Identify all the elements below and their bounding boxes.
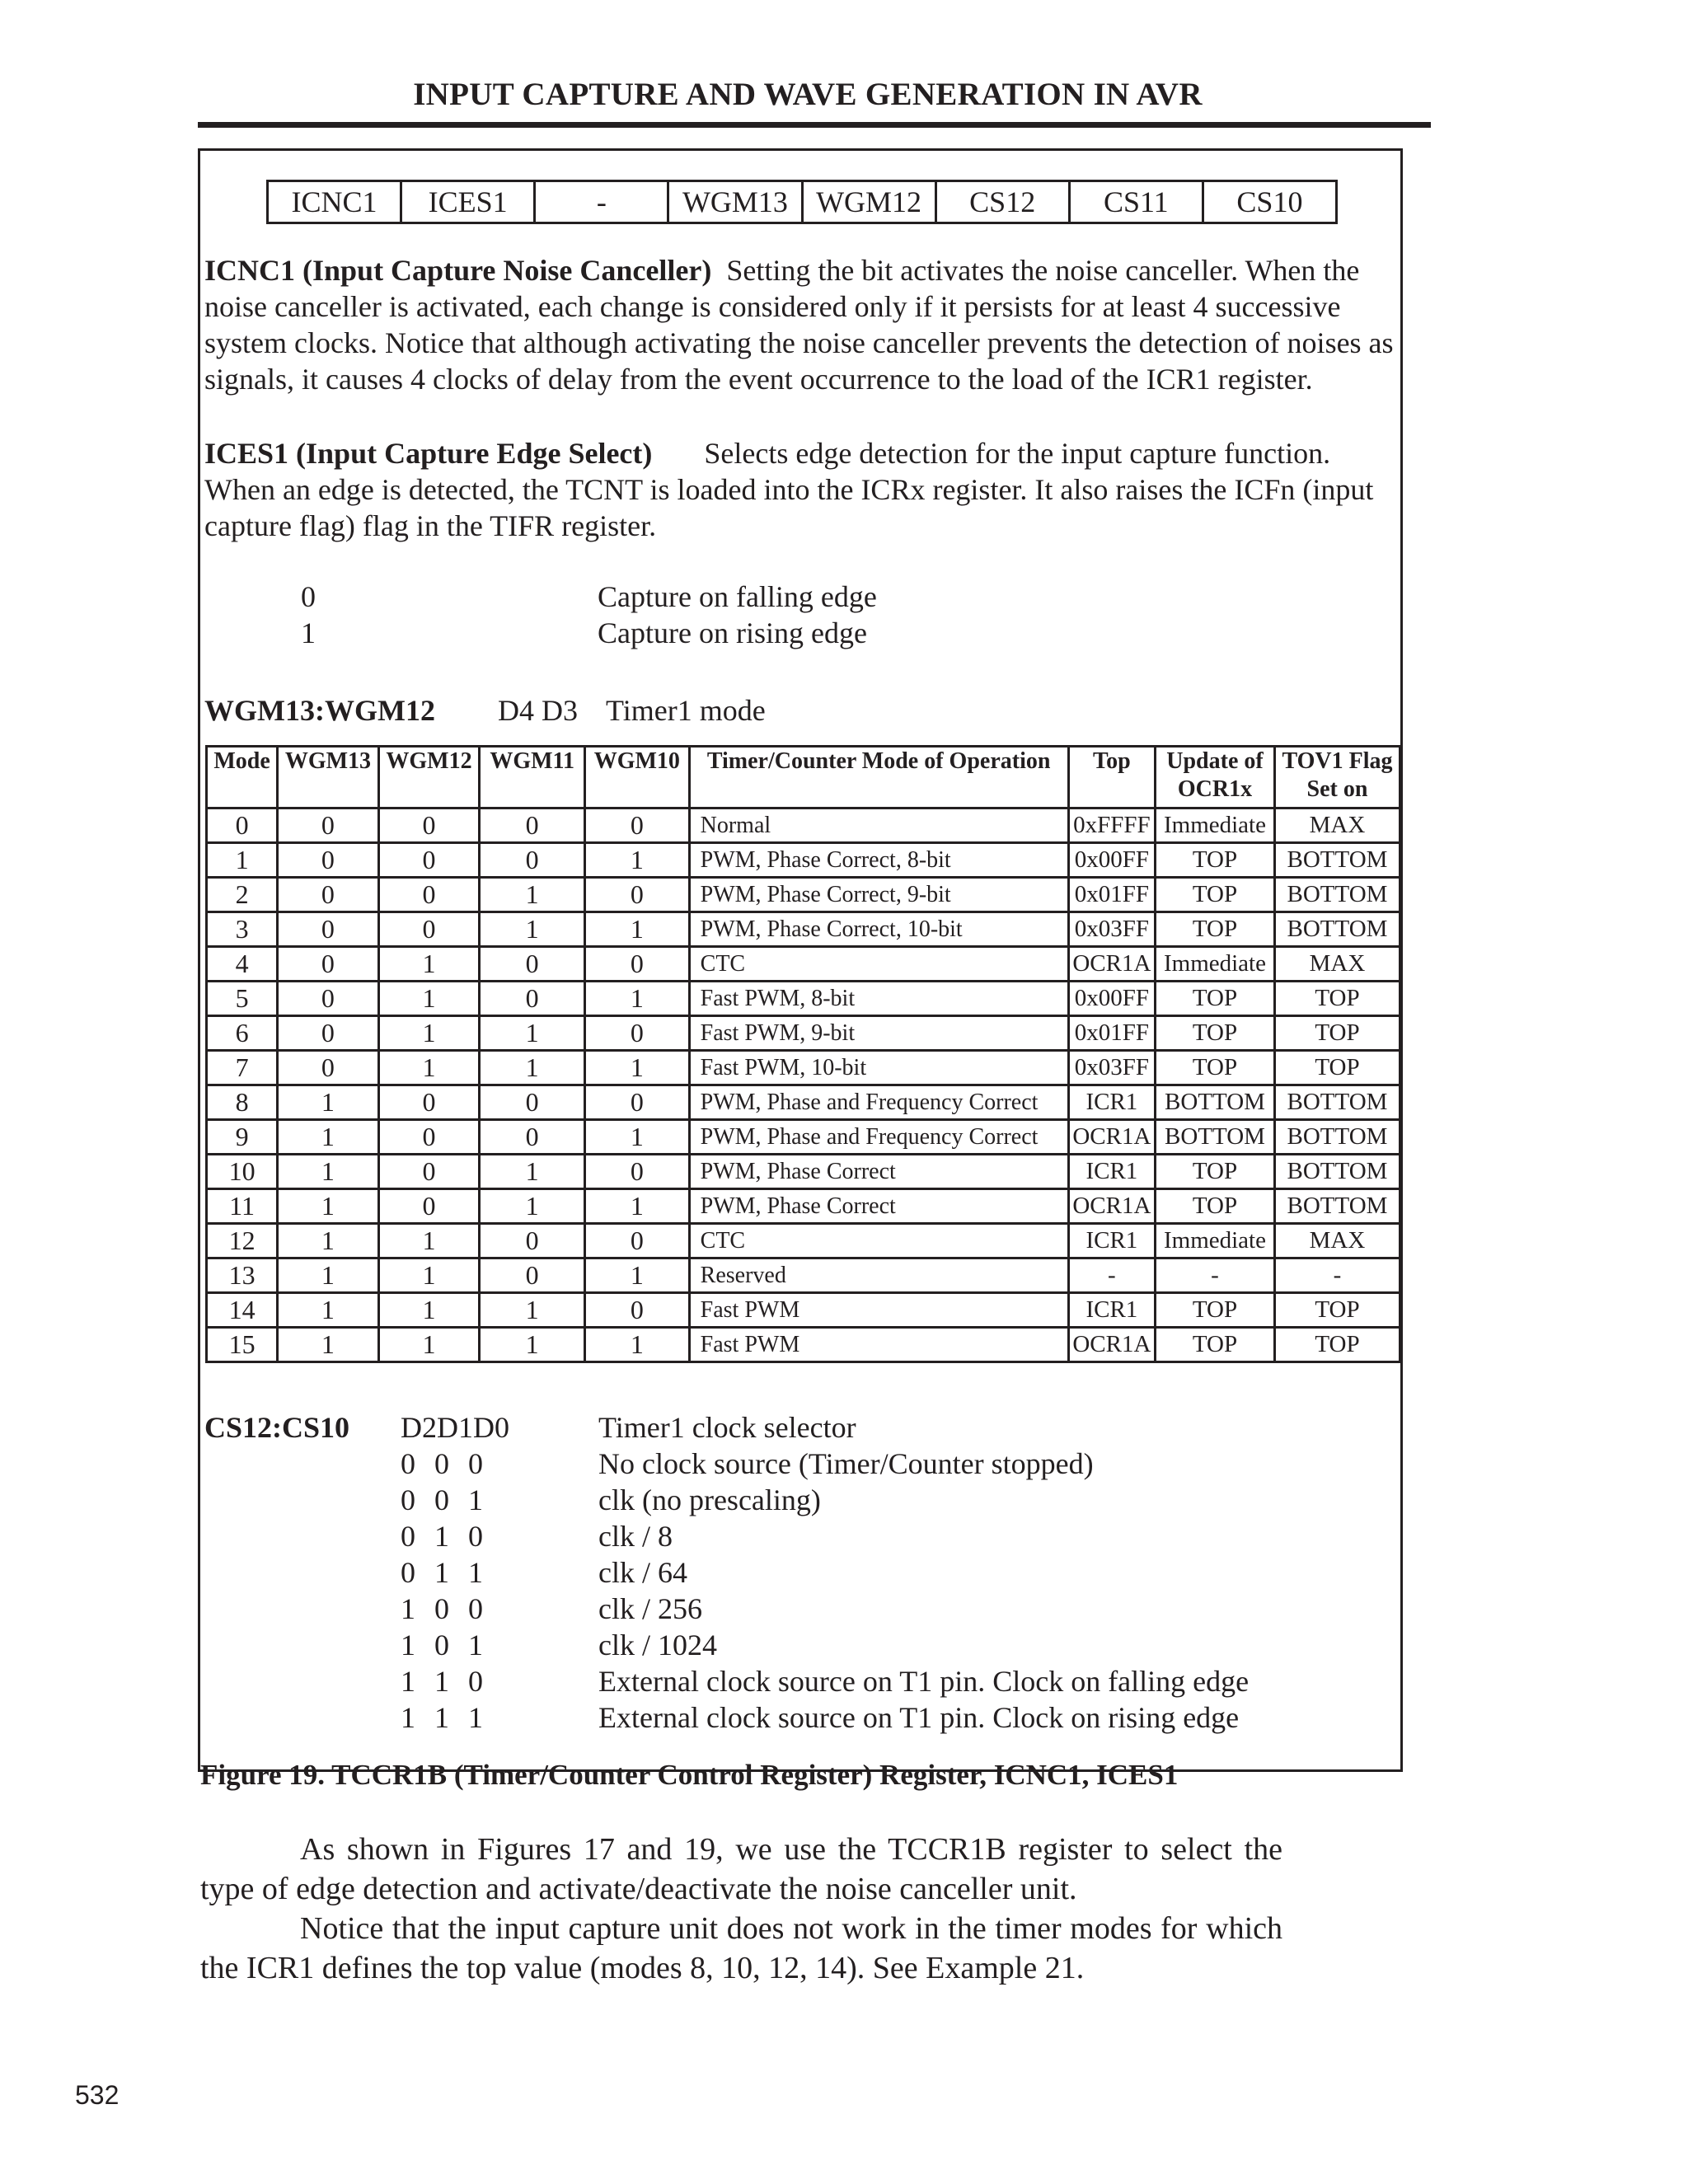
table-cell: 0 xyxy=(584,1293,689,1328)
table-cell: TOP xyxy=(1156,1016,1275,1051)
table-cell: 1 xyxy=(480,1155,585,1189)
column-header: Timer/Counter Mode of Operation xyxy=(689,747,1068,808)
table-cell: 0 xyxy=(480,982,585,1016)
table-cell: TOP xyxy=(1274,1328,1400,1362)
cs-desc-value: No clock source (Timer/Counter stopped) xyxy=(598,1447,1094,1480)
cs-bits-value: 1 1 1 xyxy=(401,1701,483,1734)
table-cell: 0 xyxy=(278,982,379,1016)
wgm-desc: Timer1 mode xyxy=(606,694,766,727)
table-cell: - xyxy=(1156,1258,1275,1293)
cs-bits-value: 0 0 0 xyxy=(401,1447,483,1480)
table-cell: TOP xyxy=(1156,843,1275,878)
body-paragraph: Notice that the input capture unit does not work in the timer modes for which the ICR1 defines the top value (modes 8, 10, 12, 14). See Example 21. xyxy=(200,1911,1282,1985)
table-cell: - xyxy=(1274,1258,1400,1293)
table-cell: 1 xyxy=(584,1051,689,1085)
table-cell: PWM, Phase Correct, 10-bit xyxy=(689,912,1068,947)
register-bit: ICES1 xyxy=(401,181,535,223)
cs-desc-value: External clock source on T1 pin. Clock on falling edge xyxy=(598,1665,1250,1698)
table-cell: 10 xyxy=(207,1155,278,1189)
table-cell: 0 xyxy=(378,1085,480,1120)
table-cell: 0x03FF xyxy=(1068,1051,1155,1085)
table-cell: 1 xyxy=(480,1051,585,1085)
cs-desc-value: clk / 8 xyxy=(598,1520,673,1553)
table-cell: 0 xyxy=(278,808,379,843)
ices1-option-value: 1 xyxy=(301,616,316,649)
table-cell: PWM, Phase and Frequency Correct xyxy=(689,1120,1068,1155)
table-cell: ICR1 xyxy=(1068,1224,1155,1258)
table-cell: 1 xyxy=(584,1258,689,1293)
table-cell: - xyxy=(1068,1258,1155,1293)
register-bit: CS10 xyxy=(1203,181,1336,223)
table-cell: 0 xyxy=(480,843,585,878)
table-cell: 0 xyxy=(378,1120,480,1155)
table-row xyxy=(207,878,1400,912)
table-cell: BOTTOM xyxy=(1274,912,1400,947)
cs-bits-value: 1 0 1 xyxy=(401,1629,483,1661)
table-cell: 1 xyxy=(378,1328,480,1362)
table-cell: OCR1A xyxy=(1068,947,1155,982)
table-cell: 1 xyxy=(584,1328,689,1362)
table-cell: BOTTOM xyxy=(1156,1120,1275,1155)
table-row xyxy=(207,1051,1400,1085)
cs-bits-value: 1 0 0 xyxy=(401,1592,483,1625)
table-cell: 0 xyxy=(584,1155,689,1189)
table-cell: PWM, Phase Correct xyxy=(689,1189,1068,1224)
body-paragraph: As shown in Figures 17 and 19, we use the TCCR1B register to select the type of edge detection and activate/deactivate the noise canceller unit. xyxy=(200,1832,1282,1906)
table-cell: TOP xyxy=(1156,1051,1275,1085)
table-cell: BOTTOM xyxy=(1156,1085,1275,1120)
table-cell: OCR1A xyxy=(1068,1120,1155,1155)
table-cell: 1 xyxy=(378,982,480,1016)
table-cell: 1 xyxy=(378,1224,480,1258)
table-cell: 0x01FF xyxy=(1068,878,1155,912)
icnc1-text: Setting the bit activates the noise canceller. When the noise canceller is activated, each change is considered only if it persists for at least 4 successive system clocks. Notice that although activating the noise canceller prevents the detection of noises as signals, it causes 4 clocks of delay from the event occurrence to the load of the ICR1 register. xyxy=(204,254,1394,396)
table-cell: 1 xyxy=(278,1293,379,1328)
table-cell: PWM, Phase and Frequency Correct xyxy=(689,1085,1068,1120)
table-cell: 1 xyxy=(378,1258,480,1293)
table-cell: 0 xyxy=(584,808,689,843)
table-cell: 1 xyxy=(584,843,689,878)
table-cell: 0 xyxy=(584,947,689,982)
table-cell: 1 xyxy=(278,1258,379,1293)
column-header: WGM11 xyxy=(480,747,585,808)
table-cell: 0 xyxy=(480,1224,585,1258)
cs-bits-header: D2D1D0 xyxy=(401,1411,509,1444)
table-cell: 0 xyxy=(378,1189,480,1224)
table-cell: 0 xyxy=(584,1016,689,1051)
table-cell: 1 xyxy=(378,1051,480,1085)
table-cell: 0 xyxy=(278,947,379,982)
table-cell: 0 xyxy=(378,1155,480,1189)
cs-desc-value: External clock source on T1 pin. Clock on rising edge xyxy=(598,1701,1240,1734)
table-cell: BOTTOM xyxy=(1274,1120,1400,1155)
table-cell: 1 xyxy=(278,1224,379,1258)
ices1-paragraph xyxy=(204,435,1400,544)
register-bit: WGM13 xyxy=(668,181,802,223)
table-cell: 12 xyxy=(207,1224,278,1258)
table-cell: 0 xyxy=(480,1258,585,1293)
table-cell: Fast PWM xyxy=(689,1293,1068,1328)
table-cell: 11 xyxy=(207,1189,278,1224)
table-cell: 0 xyxy=(584,878,689,912)
table-cell: PWM, Phase Correct, 9-bit xyxy=(689,878,1068,912)
table-cell: TOP xyxy=(1156,878,1275,912)
table-cell: 0 xyxy=(480,947,585,982)
column-header: WGM12 xyxy=(378,747,480,808)
table-cell: 0x01FF xyxy=(1068,1016,1155,1051)
wgm-line xyxy=(204,692,766,729)
table-cell: 1 xyxy=(480,1189,585,1224)
table-row xyxy=(207,1258,1400,1293)
cs-bits-value: 0 1 0 xyxy=(401,1520,483,1553)
page-number: 532 xyxy=(75,2080,120,2110)
table-cell: 1 xyxy=(480,1328,585,1362)
table-cell: 3 xyxy=(207,912,278,947)
table-cell: TOP xyxy=(1274,1293,1400,1328)
table-cell: Fast PWM, 10-bit xyxy=(689,1051,1068,1085)
table-cell: 0 xyxy=(378,912,480,947)
table-cell: 1 xyxy=(378,1293,480,1328)
table-cell: 0 xyxy=(378,878,480,912)
table-cell: 0 xyxy=(480,1085,585,1120)
table-cell: 1 xyxy=(584,1120,689,1155)
table-cell: 0 xyxy=(278,912,379,947)
table-cell: 0xFFFF xyxy=(1068,808,1155,843)
table-cell: BOTTOM xyxy=(1274,1155,1400,1189)
column-header: TOV1 Flag Set on xyxy=(1274,747,1400,808)
cs-desc-value: clk (no prescaling) xyxy=(598,1483,821,1516)
table-cell: 0 xyxy=(584,1224,689,1258)
register-bit: ICNC1 xyxy=(268,181,401,223)
table-row xyxy=(207,947,1400,982)
table-row xyxy=(207,1085,1400,1120)
table-cell: 0x00FF xyxy=(1068,843,1155,878)
ices1-option-desc: Capture on falling edge xyxy=(598,580,877,613)
table-cell: ICR1 xyxy=(1068,1085,1155,1120)
table-cell: CTC xyxy=(689,1224,1068,1258)
table-row xyxy=(207,1189,1400,1224)
cs-desc-header: Timer1 clock selector xyxy=(598,1411,856,1444)
register-bit: CS11 xyxy=(1069,181,1203,223)
icnc1-paragraph xyxy=(204,252,1400,397)
cs-desc-value: clk / 256 xyxy=(598,1592,702,1625)
table-cell: Immediate xyxy=(1156,1224,1275,1258)
table-cell: BOTTOM xyxy=(1274,1085,1400,1120)
page-header-title: INPUT CAPTURE AND WAVE GENERATION IN AVR xyxy=(413,77,1203,112)
table-row xyxy=(207,912,1400,947)
cs-bits-value: 0 1 1 xyxy=(401,1556,483,1589)
table-cell: 1 xyxy=(278,1328,379,1362)
table-cell: ICR1 xyxy=(1068,1155,1155,1189)
table-cell: TOP xyxy=(1156,1155,1275,1189)
mode-table-header-row xyxy=(207,747,1400,808)
table-cell: Reserved xyxy=(689,1258,1068,1293)
table-cell: Fast PWM xyxy=(689,1328,1068,1362)
table-cell: MAX xyxy=(1274,947,1400,982)
cs-label: CS12:CS10 xyxy=(204,1411,350,1444)
table-cell: Fast PWM, 8-bit xyxy=(689,982,1068,1016)
table-cell: 1 xyxy=(480,912,585,947)
table-row xyxy=(207,982,1400,1016)
wgm-bits: D4 D3 xyxy=(498,694,578,727)
table-cell: TOP xyxy=(1274,1016,1400,1051)
table-cell: 9 xyxy=(207,1120,278,1155)
table-cell: 5 xyxy=(207,982,278,1016)
table-cell: 13 xyxy=(207,1258,278,1293)
table-cell: PWM, Phase Correct, 8-bit xyxy=(689,843,1068,878)
table-cell: TOP xyxy=(1274,982,1400,1016)
table-cell: 1 xyxy=(584,912,689,947)
timer-mode-table xyxy=(205,745,1401,1363)
table-cell: 0 xyxy=(378,843,480,878)
table-cell: 0 xyxy=(278,878,379,912)
table-row xyxy=(207,808,1400,843)
table-cell: 2 xyxy=(207,878,278,912)
table-row xyxy=(207,1293,1400,1328)
wgm-label: WGM13:WGM12 xyxy=(204,694,435,727)
table-cell: 1 xyxy=(480,1016,585,1051)
table-cell: 0 xyxy=(378,808,480,843)
table-cell: 0 xyxy=(207,808,278,843)
table-cell: PWM, Phase Correct xyxy=(689,1155,1068,1189)
table-cell: MAX xyxy=(1274,808,1400,843)
table-cell: Fast PWM, 9-bit xyxy=(689,1016,1068,1051)
register-bit-row xyxy=(266,180,1338,224)
table-cell: 14 xyxy=(207,1293,278,1328)
cs-desc-value: clk / 1024 xyxy=(598,1629,717,1661)
table-cell: TOP xyxy=(1156,1189,1275,1224)
table-cell: 1 xyxy=(480,878,585,912)
table-cell: 1 xyxy=(584,982,689,1016)
table-cell: Normal xyxy=(689,808,1068,843)
table-cell: 7 xyxy=(207,1051,278,1085)
ices1-option-value: 0 xyxy=(301,580,316,613)
table-cell: 0 xyxy=(278,1051,379,1085)
table-cell: CTC xyxy=(689,947,1068,982)
table-cell: TOP xyxy=(1156,982,1275,1016)
table-cell: 1 xyxy=(584,1189,689,1224)
table-cell: TOP xyxy=(1156,1293,1275,1328)
table-cell: TOP xyxy=(1274,1051,1400,1085)
table-cell: 0 xyxy=(278,1016,379,1051)
table-cell: 15 xyxy=(207,1328,278,1362)
register-bit: - xyxy=(535,181,668,223)
table-cell: 0 xyxy=(480,808,585,843)
table-row xyxy=(207,1224,1400,1258)
table-cell: OCR1A xyxy=(1068,1328,1155,1362)
table-cell: 1 xyxy=(207,843,278,878)
column-header: WGM13 xyxy=(278,747,379,808)
table-cell: TOP xyxy=(1156,912,1275,947)
figure-caption: Figure 19. TCCR1B (Timer/Counter Control Register) Register, ICNC1, ICES1 xyxy=(200,1759,1179,1791)
table-cell: 1 xyxy=(278,1189,379,1224)
table-cell: BOTTOM xyxy=(1274,1189,1400,1224)
table-cell: 1 xyxy=(278,1085,379,1120)
icnc1-heading: ICNC1 (Input Capture Noise Canceller) xyxy=(204,254,712,287)
header-rule xyxy=(198,122,1431,128)
table-cell: ICR1 xyxy=(1068,1293,1155,1328)
table-cell: 4 xyxy=(207,947,278,982)
table-cell: 1 xyxy=(480,1293,585,1328)
table-cell: 0x00FF xyxy=(1068,982,1155,1016)
table-row xyxy=(207,1328,1400,1362)
table-cell: 1 xyxy=(278,1120,379,1155)
cs-bits-value: 1 1 0 xyxy=(401,1665,483,1698)
table-cell: MAX xyxy=(1274,1224,1400,1258)
column-header: Update of OCR1x xyxy=(1156,747,1275,808)
column-header: WGM10 xyxy=(584,747,689,808)
table-row xyxy=(207,1120,1400,1155)
table-cell: Immediate xyxy=(1156,947,1275,982)
ices1-heading: ICES1 (Input Capture Edge Select) xyxy=(204,437,653,470)
cs-desc-value: clk / 64 xyxy=(598,1556,687,1589)
table-cell: 0 xyxy=(278,843,379,878)
column-header: Mode xyxy=(207,747,278,808)
table-cell: TOP xyxy=(1156,1328,1275,1362)
table-cell: BOTTOM xyxy=(1274,878,1400,912)
table-cell: 1 xyxy=(278,1155,379,1189)
ices1-text: Selects edge detection for the input capture function. When an edge is detected, the TCNT is loaded into the ICRx register. It also raises the ICFn (input capture flag) flag in the TIFR register. xyxy=(204,437,1374,542)
table-cell: 8 xyxy=(207,1085,278,1120)
table-cell: 6 xyxy=(207,1016,278,1051)
ices1-option-desc: Capture on rising edge xyxy=(598,616,867,649)
column-header: Top xyxy=(1068,747,1155,808)
table-cell: 0 xyxy=(480,1120,585,1155)
register-bit: CS12 xyxy=(935,181,1069,223)
table-cell: 0x03FF xyxy=(1068,912,1155,947)
table-cell: OCR1A xyxy=(1068,1189,1155,1224)
cs-bits-value: 0 0 1 xyxy=(401,1483,483,1516)
table-cell: 1 xyxy=(378,1016,480,1051)
table-row xyxy=(207,1155,1400,1189)
table-cell: 0 xyxy=(584,1085,689,1120)
table-row xyxy=(207,843,1400,878)
table-cell: 1 xyxy=(378,947,480,982)
register-bit: WGM12 xyxy=(802,181,935,223)
table-cell: BOTTOM xyxy=(1274,843,1400,878)
table-row xyxy=(207,1016,1400,1051)
table-cell: Immediate xyxy=(1156,808,1275,843)
